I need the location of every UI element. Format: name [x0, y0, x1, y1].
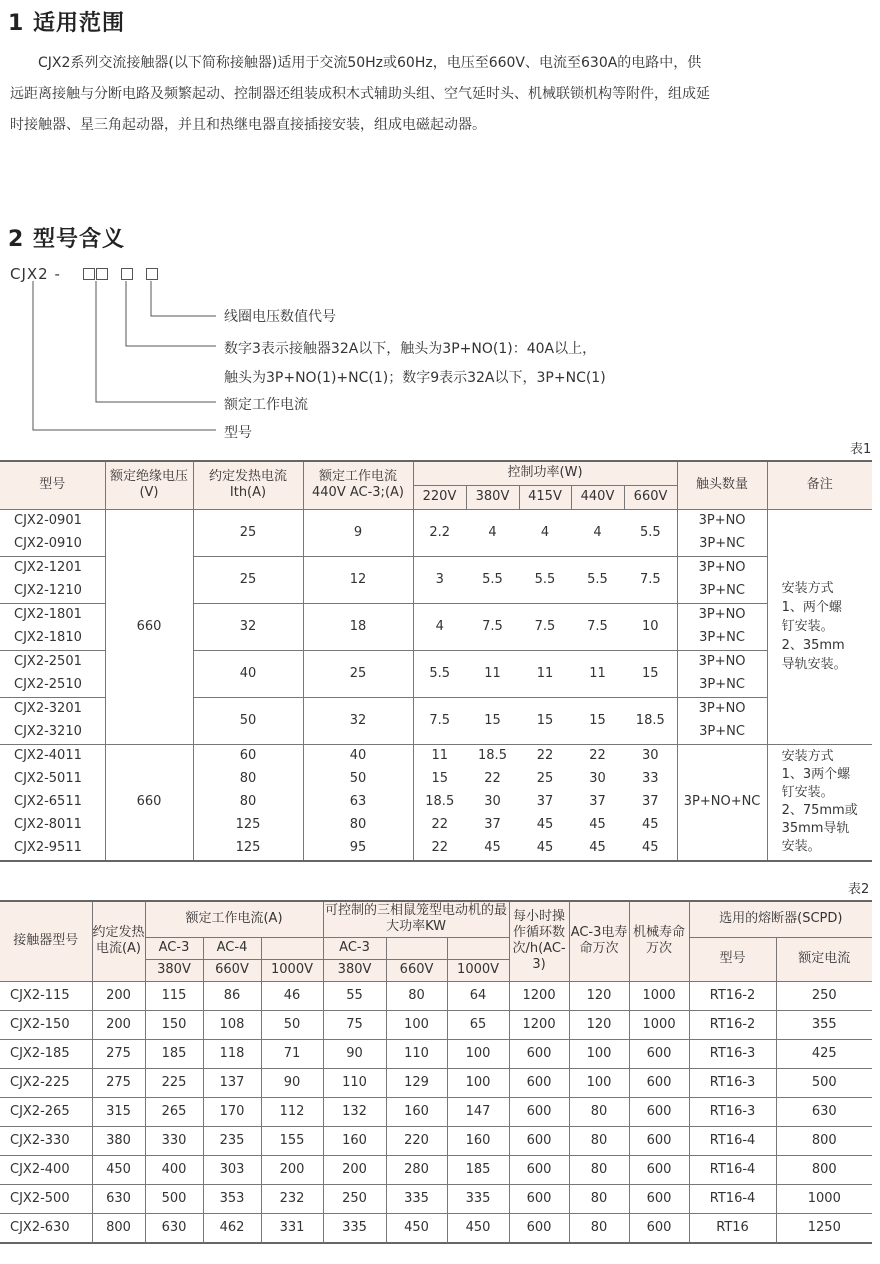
value-cell: 380 [92, 1126, 145, 1155]
note-line: 钉安装。 [781, 785, 834, 800]
power-cell: 4 [519, 509, 571, 556]
value-cell: RT16-2 [689, 1010, 776, 1039]
model-code-leader-lines [0, 0, 880, 460]
rated-cell: 25 [303, 650, 413, 697]
value-cell: 120 [569, 981, 629, 1010]
table-row [0, 744, 872, 768]
th-660v: 660V [624, 485, 677, 509]
contacts-cell: 3P+NO [677, 603, 767, 627]
power-cell: 7.5 [413, 697, 466, 744]
code-label-rated-current: 额定工作电流 [224, 397, 308, 413]
value-cell: 170 [203, 1097, 261, 1126]
th-415v: 415V [519, 485, 571, 509]
ith-cell: 125 [193, 837, 303, 861]
rated-cell: 80 [303, 814, 413, 837]
power-cell: 22 [571, 744, 624, 768]
table-row [0, 1068, 872, 1097]
th2-660v: 660V [203, 959, 261, 981]
value-cell: 600 [629, 1126, 689, 1155]
model-cell: CJX2-6511 [0, 791, 105, 814]
th-rated-current: 额定工作电流440V AC-3;(A) [303, 461, 413, 509]
ith-cell: 40 [193, 650, 303, 697]
value-cell: 100 [569, 1039, 629, 1068]
power-cell: 18.5 [425, 794, 455, 809]
power-cell: 18.5 [624, 697, 677, 744]
value-cell: RT16 [689, 1213, 776, 1243]
ith-cell: 80 [193, 791, 303, 814]
value-cell: 225 [145, 1068, 203, 1097]
leader-line-model [33, 281, 216, 430]
value-cell: 86 [203, 981, 261, 1010]
power-cell: 5.5 [466, 556, 519, 603]
section-1-title: 1 适用范围 [8, 11, 125, 36]
value-cell: 90 [261, 1068, 323, 1097]
value-cell: 80 [569, 1155, 629, 1184]
th-insulation: 额定绝缘电压(V) [105, 461, 193, 509]
power-cell: 4 [466, 509, 519, 556]
leader-line-contact [126, 281, 216, 346]
value-cell: RT16-3 [689, 1068, 776, 1097]
value-cell: RT16-4 [689, 1184, 776, 1213]
power-cell: 22 [431, 840, 449, 855]
model-cell: CJX2-330 [0, 1126, 92, 1155]
power-cell: 11 [571, 650, 624, 697]
value-cell: 330 [145, 1126, 203, 1155]
value-cell: 1000 [629, 981, 689, 1010]
value-cell: 200 [323, 1155, 386, 1184]
th2-blank-2 [386, 937, 447, 959]
value-cell: 600 [509, 1126, 569, 1155]
value-cell: 600 [509, 1068, 569, 1097]
th2-life-mech: 机械寿命万次 [629, 901, 689, 981]
ith-cell: 25 [193, 509, 303, 556]
power-cell: 45 [624, 837, 677, 861]
value-cell: 462 [203, 1213, 261, 1243]
value-cell: 315 [92, 1097, 145, 1126]
power-cell: 11 [519, 650, 571, 697]
value-cell: 110 [323, 1068, 386, 1097]
power-cell: 37 [484, 817, 501, 832]
value-cell: 120 [569, 1010, 629, 1039]
value-cell: 250 [323, 1184, 386, 1213]
ith-cell: 80 [193, 768, 303, 791]
value-cell: 265 [145, 1097, 203, 1126]
contacts-cell: 3P+NO [677, 697, 767, 721]
contacts-cell: 3P+NO [677, 650, 767, 674]
value-cell: 80 [569, 1213, 629, 1243]
table-row [0, 509, 872, 533]
value-cell: 450 [92, 1155, 145, 1184]
table-1 [0, 460, 872, 862]
table-row [0, 1039, 872, 1068]
value-cell: 425 [776, 1039, 872, 1068]
code-label-model: 型号 [224, 425, 252, 441]
power-cell: 5.5 [413, 650, 466, 697]
value-cell: 80 [569, 1097, 629, 1126]
value-cell: 355 [776, 1010, 872, 1039]
value-cell: RT16-4 [689, 1155, 776, 1184]
power-cell: 45 [536, 817, 554, 832]
value-cell: 800 [776, 1126, 872, 1155]
th2-1000v: 1000V [261, 959, 323, 981]
model-cell: CJX2-265 [0, 1097, 92, 1126]
table-row [0, 1010, 872, 1039]
power-cell: 33 [624, 768, 677, 791]
note-line: 安装。 [781, 839, 821, 854]
value-cell: 110 [386, 1039, 447, 1068]
power-cell: 37 [624, 791, 677, 814]
th2-motor-ac3: AC-3 [323, 937, 386, 959]
power-cell: 15 [624, 650, 677, 697]
contacts-cell: 3P+NC [677, 721, 767, 745]
value-cell: 100 [386, 1010, 447, 1039]
value-cell: 400 [145, 1155, 203, 1184]
value-cell: 147 [447, 1097, 509, 1126]
note-line: 导轨安装。 [781, 657, 847, 672]
note-line: 1、两个螺 [781, 600, 842, 615]
model-cell: CJX2-150 [0, 1010, 92, 1039]
contacts-cell: 3P+NC [677, 627, 767, 651]
value-cell: 137 [203, 1068, 261, 1097]
value-cell: 1200 [509, 981, 569, 1010]
th-control-power: 控制功率(W) [413, 461, 677, 485]
value-cell: 600 [629, 1097, 689, 1126]
value-cell: 80 [569, 1184, 629, 1213]
table-1-label: 表1 [850, 442, 872, 457]
value-cell: 115 [145, 981, 203, 1010]
model-cell: CJX2-1201 [0, 556, 105, 580]
value-cell: 75 [323, 1010, 386, 1039]
value-cell: RT16-3 [689, 1039, 776, 1068]
power-cell: 45 [484, 840, 501, 855]
power-cell: 5.5 [624, 509, 677, 556]
power-cell: 45 [624, 814, 677, 837]
note-line: 安装方式 [781, 581, 834, 596]
value-cell: 335 [386, 1184, 447, 1213]
value-cell: 160 [386, 1097, 447, 1126]
contacts-cell: 3P+NO [677, 556, 767, 580]
note-line: 2、35mm [781, 638, 845, 653]
model-code-prefix: CJX2 - [10, 265, 61, 283]
th2-rated: 额定工作电流(A) [145, 901, 323, 937]
value-cell: 220 [386, 1126, 447, 1155]
model-cell: CJX2-0901 [0, 509, 105, 533]
value-cell: 118 [203, 1039, 261, 1068]
power-cell: 37 [589, 794, 606, 809]
value-cell: 600 [509, 1155, 569, 1184]
value-cell: 46 [261, 981, 323, 1010]
value-cell: 250 [776, 981, 872, 1010]
code-label-contact-1: 数字3表示接触器32A以下，触头为3P+NO(1)：40A以上， [224, 341, 597, 357]
th2-fuse-current: 额定电流 [776, 937, 872, 981]
power-cell: 25 [536, 771, 554, 786]
value-cell: 90 [323, 1039, 386, 1068]
rated-cell: 9 [303, 509, 413, 556]
table-row [0, 1184, 872, 1213]
model-cell: CJX2-1210 [0, 580, 105, 604]
model-cell: CJX2-1810 [0, 627, 105, 651]
contacts-cell: 3P+NC [677, 580, 767, 604]
power-cell: 45 [536, 840, 554, 855]
value-cell: 64 [447, 981, 509, 1010]
power-cell: 11 [413, 744, 466, 768]
ith-cell: 32 [193, 603, 303, 650]
power-cell: 5.5 [519, 556, 571, 603]
code-label-coil-voltage: 线圈电压数值代号 [224, 309, 336, 325]
th2-life-ac3: AC-3电寿命万次 [569, 901, 629, 981]
table-2 [0, 900, 872, 1244]
note-line: 1、3两个螺 [781, 767, 851, 782]
model-cell: CJX2-2510 [0, 674, 105, 698]
model-cell: CJX2-8011 [0, 814, 105, 837]
rated-cell: 95 [303, 837, 413, 861]
value-cell: 112 [261, 1097, 323, 1126]
value-cell: 275 [92, 1068, 145, 1097]
value-cell: 600 [629, 1039, 689, 1068]
table-row [0, 1097, 872, 1126]
note-line: 安装方式 [781, 749, 834, 764]
value-cell: 155 [261, 1126, 323, 1155]
power-cell: 4 [571, 509, 624, 556]
power-cell: 18.5 [466, 744, 519, 768]
th2-fuse: 选用的熔断器(SCPD) [689, 901, 872, 937]
power-cell: 7.5 [466, 603, 519, 650]
value-cell: 353 [203, 1184, 261, 1213]
value-cell: 100 [569, 1068, 629, 1097]
th-220v: 220V [413, 485, 466, 509]
value-cell: 800 [92, 1213, 145, 1243]
value-cell: 200 [92, 981, 145, 1010]
power-cell: 15 [466, 697, 519, 744]
insulation-cell: 660 [105, 509, 193, 744]
th2-motor-380v: 380V [323, 959, 386, 981]
rated-cell: 18 [303, 603, 413, 650]
th-380v: 380V [466, 485, 519, 509]
value-cell: 450 [386, 1213, 447, 1243]
value-cell: 100 [447, 1068, 509, 1097]
th2-blank-1 [261, 937, 323, 959]
th2-model: 接触器型号 [0, 901, 92, 981]
value-cell: 129 [386, 1068, 447, 1097]
th2-motor-power: 可控制的三相鼠笼型电动机的最大功率KW [323, 901, 509, 937]
model-cell: CJX2-1801 [0, 603, 105, 627]
leader-line-coil [151, 281, 216, 316]
note-line: 钉安装。 [781, 619, 834, 634]
power-cell: 7.5 [624, 556, 677, 603]
value-cell: 108 [203, 1010, 261, 1039]
value-cell: 275 [92, 1039, 145, 1068]
value-cell: 55 [323, 981, 386, 1010]
value-cell: 160 [323, 1126, 386, 1155]
power-cell: 37 [536, 794, 554, 809]
power-cell: 4 [413, 603, 466, 650]
note-line: 2、75mm或 [781, 803, 858, 818]
value-cell: 303 [203, 1155, 261, 1184]
value-cell: 600 [509, 1097, 569, 1126]
th-contacts: 触头数量 [677, 461, 767, 509]
value-cell: 280 [386, 1155, 447, 1184]
model-cell: CJX2-4011 [0, 744, 105, 768]
power-cell: 7.5 [571, 603, 624, 650]
ith-cell: 60 [193, 744, 303, 768]
th2-380v: 380V [145, 959, 203, 981]
model-cell: CJX2-2501 [0, 650, 105, 674]
leader-line-current [96, 281, 216, 402]
th2-ac3: AC-3 [145, 937, 203, 959]
table-row [0, 1126, 872, 1155]
value-cell: 600 [509, 1184, 569, 1213]
value-cell: 50 [261, 1010, 323, 1039]
value-cell: 1000 [776, 1184, 872, 1213]
th2-fuse-model: 型号 [689, 937, 776, 981]
power-cell: 45 [589, 840, 606, 855]
table-row [0, 1213, 872, 1243]
value-cell: 630 [776, 1097, 872, 1126]
notes-cell-1 [767, 509, 872, 744]
model-cell: CJX2-500 [0, 1184, 92, 1213]
value-cell: 331 [261, 1213, 323, 1243]
th2-motor-1000v: 1000V [447, 959, 509, 981]
power-cell: 2.2 [413, 509, 466, 556]
th2-ops: 每小时操作循环数次/h(AC-3) [509, 901, 569, 981]
power-cell: 10 [624, 603, 677, 650]
value-cell: 1200 [509, 1010, 569, 1039]
value-cell: 65 [447, 1010, 509, 1039]
power-cell: 15 [431, 771, 449, 786]
model-cell: CJX2-630 [0, 1213, 92, 1243]
value-cell: 71 [261, 1039, 323, 1068]
notes-cell-2 [767, 744, 872, 861]
value-cell: 600 [629, 1068, 689, 1097]
power-cell: 22 [484, 771, 501, 786]
value-cell: 1000 [629, 1010, 689, 1039]
table-2-label: 表2 [848, 882, 870, 897]
contacts-cell: 3P+NO+NC [677, 744, 767, 861]
power-cell: 22 [519, 744, 571, 768]
th-model: 型号 [0, 461, 105, 509]
value-cell: RT16-3 [689, 1097, 776, 1126]
power-cell: 3 [413, 556, 466, 603]
ith-cell: 50 [193, 697, 303, 744]
th2-blank-3 [447, 937, 509, 959]
value-cell: 630 [92, 1184, 145, 1213]
model-cell: CJX2-5011 [0, 768, 105, 791]
model-cell: CJX2-9511 [0, 837, 105, 861]
power-cell: 15 [571, 697, 624, 744]
value-cell: 600 [629, 1184, 689, 1213]
th-ith: 约定发热电流Ith(A) [193, 461, 303, 509]
note-line: 35mm导轨 [781, 821, 850, 836]
rated-cell: 40 [303, 744, 413, 768]
power-cell: 45 [589, 817, 606, 832]
section-2-title: 2 型号含义 [8, 227, 125, 252]
model-cell: CJX2-185 [0, 1039, 92, 1068]
value-cell: 100 [447, 1039, 509, 1068]
rated-cell: 63 [303, 791, 413, 814]
rated-cell: 50 [303, 768, 413, 791]
value-cell: 80 [569, 1126, 629, 1155]
table-row [0, 981, 872, 1010]
model-cell: CJX2-3201 [0, 697, 105, 721]
rated-cell: 32 [303, 697, 413, 744]
model-cell: CJX2-0910 [0, 533, 105, 557]
model-cell: CJX2-400 [0, 1155, 92, 1184]
value-cell: 200 [261, 1155, 323, 1184]
value-cell: 132 [323, 1097, 386, 1126]
power-cell: 30 [589, 771, 606, 786]
model-cell: CJX2-225 [0, 1068, 92, 1097]
contacts-cell: 3P+NO [677, 509, 767, 533]
value-cell: 450 [447, 1213, 509, 1243]
value-cell: 1250 [776, 1213, 872, 1243]
value-cell: 185 [145, 1039, 203, 1068]
th2-motor-660v: 660V [386, 959, 447, 981]
rated-cell: 12 [303, 556, 413, 603]
value-cell: 600 [509, 1213, 569, 1243]
ith-cell: 25 [193, 556, 303, 603]
power-cell: 7.5 [519, 603, 571, 650]
power-cell: 22 [431, 817, 449, 832]
th2-ac4: AC-4 [203, 937, 261, 959]
ith-cell: 125 [193, 814, 303, 837]
value-cell: 600 [629, 1155, 689, 1184]
value-cell: 232 [261, 1184, 323, 1213]
value-cell: 335 [323, 1213, 386, 1243]
power-cell: 30 [484, 794, 501, 809]
value-cell: 200 [92, 1010, 145, 1039]
value-cell: 600 [509, 1039, 569, 1068]
value-cell: RT16-4 [689, 1126, 776, 1155]
power-cell: 15 [519, 697, 571, 744]
contacts-cell: 3P+NC [677, 533, 767, 557]
value-cell: 235 [203, 1126, 261, 1155]
th-notes: 备注 [767, 461, 872, 509]
value-cell: 150 [145, 1010, 203, 1039]
value-cell: 630 [145, 1213, 203, 1243]
value-cell: 80 [386, 981, 447, 1010]
code-label-contact-2: 触头为3P+NO(1)+NC(1)；数字9表示32A以下，3P+NC(1) [224, 370, 606, 386]
value-cell: 600 [629, 1213, 689, 1243]
value-cell: RT16-2 [689, 981, 776, 1010]
model-cell: CJX2-115 [0, 981, 92, 1010]
model-cell: CJX2-3210 [0, 721, 105, 745]
th2-ith: 约定发热电流(A) [92, 901, 145, 981]
value-cell: 800 [776, 1155, 872, 1184]
power-cell: 5.5 [571, 556, 624, 603]
insulation-cell: 660 [105, 744, 193, 861]
power-cell: 30 [624, 744, 677, 768]
power-cell: 11 [466, 650, 519, 697]
value-cell: 500 [776, 1068, 872, 1097]
value-cell: 185 [447, 1155, 509, 1184]
value-cell: 335 [447, 1184, 509, 1213]
th-440v: 440V [571, 485, 624, 509]
value-cell: 500 [145, 1184, 203, 1213]
contacts-cell: 3P+NC [677, 674, 767, 698]
table-row [0, 1155, 872, 1184]
paragraph-text: CJX2系列交流接触器(以下简称接触器)适用于交流50Hz或60Hz，电压至660V、电流至630A的电路中，供远距离接触与分断电路及频繁起动、控制器还组装成积木式辅助头组、空气延时头、机械联锁机构等附件，组成延时接触器、星三角起动器，并且和热继电器直接插接安装，组成电磁起动器。 [10, 55, 710, 133]
value-cell: 160 [447, 1126, 509, 1155]
